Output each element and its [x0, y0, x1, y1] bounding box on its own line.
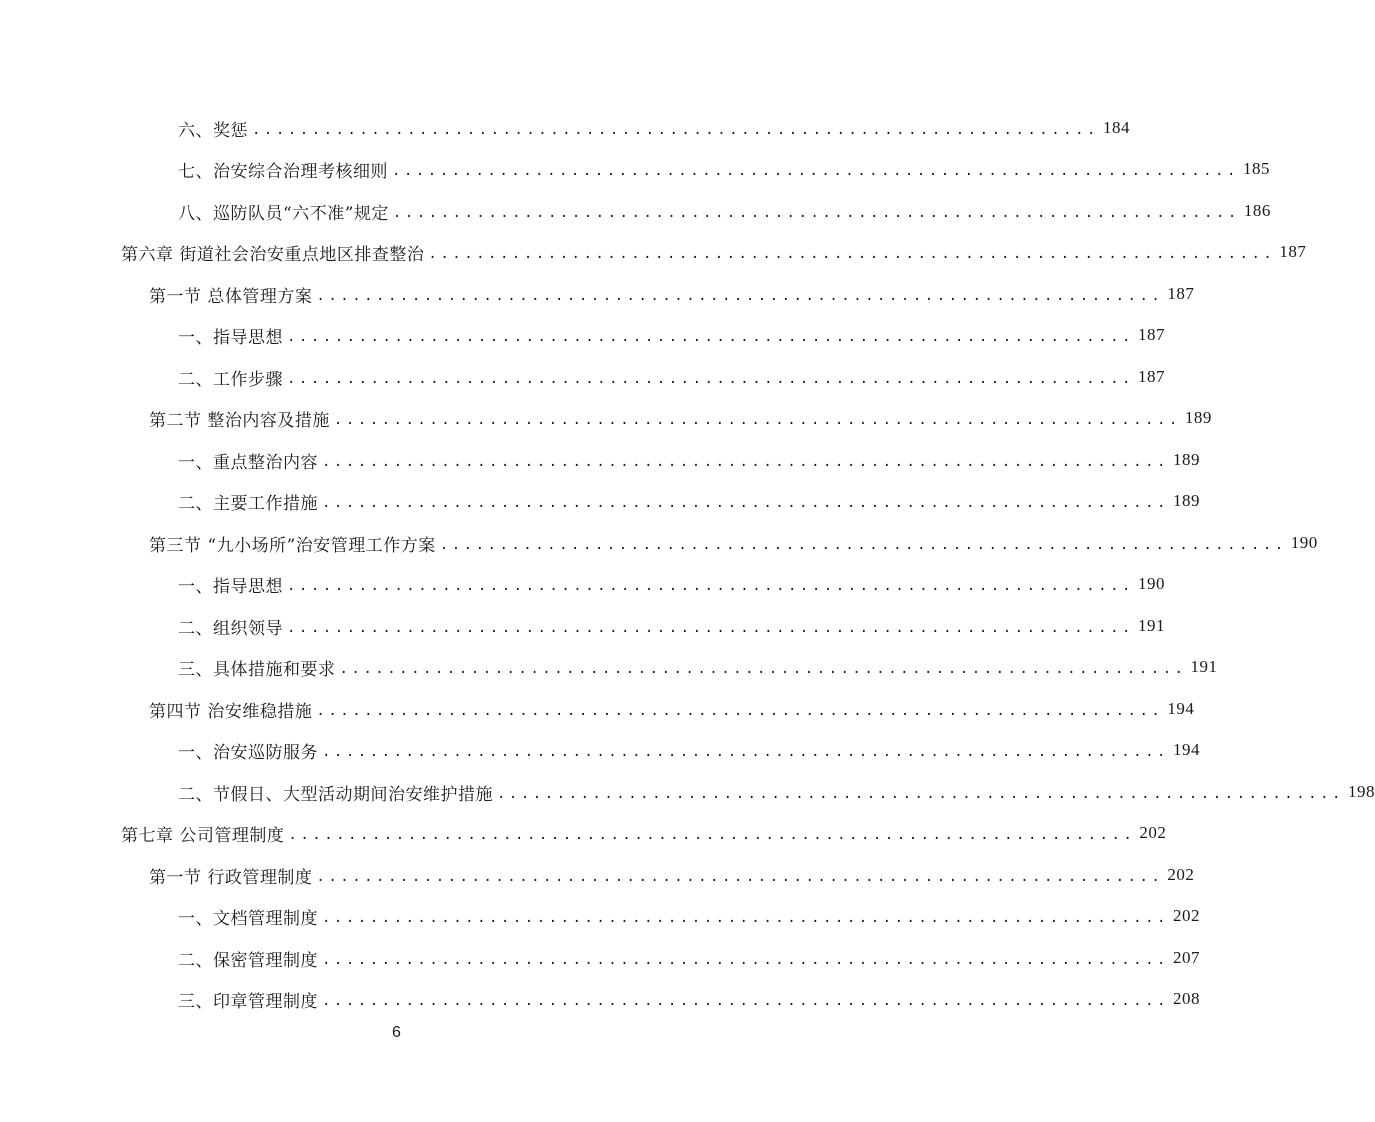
- toc-entry-page: 198: [1347, 782, 1375, 801]
- toc-dot-leader: .......................................................................: [322, 744, 1169, 760]
- toc-chapter-entry[interactable]: [121, 238, 1307, 266]
- toc-entry-page: 187: [1167, 284, 1195, 303]
- toc-dot-leader: .......................................................................: [333, 412, 1181, 428]
- toc-entry[interactable]: [178, 446, 1200, 474]
- toc-dot-leader: .......................................................................: [322, 495, 1169, 511]
- toc-entry-title: 二、节假日、大型活动期间治安维护措施: [178, 784, 493, 805]
- toc-dot-leader: .......................................................................: [428, 246, 1276, 262]
- toc-entry[interactable]: [178, 612, 1165, 640]
- toc-entry-title: 三、具体措施和要求: [178, 659, 336, 680]
- toc-entry-title: 二、工作步骤: [178, 369, 283, 390]
- toc-dot-leader: .......................................................................: [322, 952, 1169, 968]
- toc-entry-title: 第二节 整治内容及措施: [149, 410, 330, 431]
- toc-dot-leader: .......................................................................: [439, 537, 1287, 553]
- toc-entry[interactable]: [178, 570, 1165, 598]
- toc-entry-title: 一、指导思想: [178, 576, 283, 597]
- toc-entry-title: 八、巡防队员“六不准”规定: [178, 203, 389, 224]
- toc-section-entry[interactable]: [149, 529, 1318, 557]
- toc-entry-page: 194: [1172, 740, 1200, 759]
- toc-entry-title: 七、治安综合治理考核细则: [178, 161, 388, 182]
- toc-entry-title: 一、重点整治内容: [178, 452, 318, 473]
- toc-dot-leader: .......................................................................: [287, 329, 1134, 345]
- toc-entry-page: 187: [1137, 367, 1165, 386]
- toc-entry-page: 186: [1243, 201, 1271, 220]
- toc-entry-page: 189: [1184, 408, 1212, 427]
- toc-dot-leader: .......................................................................: [392, 163, 1239, 179]
- toc-entry-title: 六、奖惩: [178, 120, 248, 141]
- toc-dot-leader: .......................................................................: [497, 786, 1344, 802]
- toc-dot-leader: .......................................................................: [287, 620, 1134, 636]
- toc-dot-leader: .......................................................................: [339, 661, 1187, 677]
- toc-dot-leader: .......................................................................: [322, 993, 1169, 1009]
- toc-entry-page: 208: [1172, 989, 1200, 1008]
- toc-entry-title: 第四节 治安维稳措施: [149, 701, 313, 722]
- toc-dot-leader: .......................................................................: [287, 371, 1134, 387]
- toc-entry[interactable]: [178, 985, 1200, 1013]
- toc-entry-page: 184: [1102, 118, 1130, 137]
- toc-chapter-entry[interactable]: [121, 819, 1167, 847]
- toc-dot-leader: .......................................................................: [316, 288, 1164, 304]
- toc-entry-page: 191: [1137, 616, 1165, 635]
- toc-entry-title: 三、印章管理制度: [178, 991, 318, 1012]
- toc-dot-leader: .......................................................................: [316, 703, 1164, 719]
- toc-entry-page: 187: [1279, 242, 1307, 261]
- toc-entry-page: 189: [1172, 450, 1200, 469]
- toc-entry-page: 202: [1139, 823, 1167, 842]
- toc-dot-leader: .......................................................................: [252, 122, 1099, 138]
- toc-entry-title: 一、文档管理制度: [178, 908, 318, 929]
- toc-entry-title: 第六章 街道社会治安重点地区排查整治: [121, 244, 425, 265]
- toc-entry-title: 第一节 总体管理方案: [149, 286, 313, 307]
- toc-entry-page: 187: [1137, 325, 1165, 344]
- toc-entry-title: 二、主要工作措施: [178, 493, 318, 514]
- toc-entry[interactable]: [178, 778, 1375, 806]
- toc-dot-leader: .......................................................................: [287, 578, 1134, 594]
- toc-entry[interactable]: [178, 944, 1200, 972]
- toc-entry[interactable]: [178, 736, 1200, 764]
- toc-dot-leader: .......................................................................: [322, 910, 1169, 926]
- toc-entry[interactable]: [178, 653, 1218, 681]
- toc-dot-leader: .......................................................................: [288, 827, 1136, 843]
- toc-entry[interactable]: [178, 363, 1165, 391]
- toc-entry[interactable]: [178, 114, 1130, 142]
- toc-entry-page: 194: [1167, 699, 1195, 718]
- page-number: 6: [392, 1024, 401, 1041]
- toc-entry-page: 190: [1137, 574, 1165, 593]
- toc-entry-title: 第七章 公司管理制度: [121, 825, 285, 846]
- toc-entry-page: 202: [1167, 865, 1195, 884]
- toc-entry-page: 190: [1290, 533, 1318, 552]
- toc-entry-title: 一、指导思想: [178, 327, 283, 348]
- toc-entry-page: 191: [1190, 657, 1218, 676]
- toc-entry-title: 二、保密管理制度: [178, 950, 318, 971]
- toc-entry-title: 二、组织领导: [178, 618, 283, 639]
- toc-section-entry[interactable]: [149, 695, 1195, 723]
- toc-entry[interactable]: [178, 321, 1165, 349]
- toc-entry[interactable]: [178, 155, 1270, 183]
- toc-entry[interactable]: [178, 487, 1200, 515]
- toc-entry-title: 一、治安巡防服务: [178, 742, 318, 763]
- toc-entry[interactable]: [178, 902, 1200, 930]
- toc-dot-leader: .......................................................................: [316, 869, 1164, 885]
- toc-section-entry[interactable]: [149, 404, 1212, 432]
- toc-dot-leader: .......................................................................: [322, 454, 1169, 470]
- toc-entry-title: 第一节 行政管理制度: [149, 867, 313, 888]
- toc-entry-title: 第三节 “九小场所”治安管理工作方案: [149, 535, 436, 556]
- toc-section-entry[interactable]: [149, 861, 1195, 889]
- toc-entry-page: 189: [1172, 491, 1200, 510]
- toc-entry[interactable]: [178, 197, 1271, 225]
- toc-entry-page: 185: [1242, 159, 1270, 178]
- toc-entry-page: 202: [1172, 906, 1200, 925]
- toc-dot-leader: .......................................................................: [392, 205, 1240, 221]
- toc-entry-page: 207: [1172, 948, 1200, 967]
- toc-section-entry[interactable]: [149, 280, 1195, 308]
